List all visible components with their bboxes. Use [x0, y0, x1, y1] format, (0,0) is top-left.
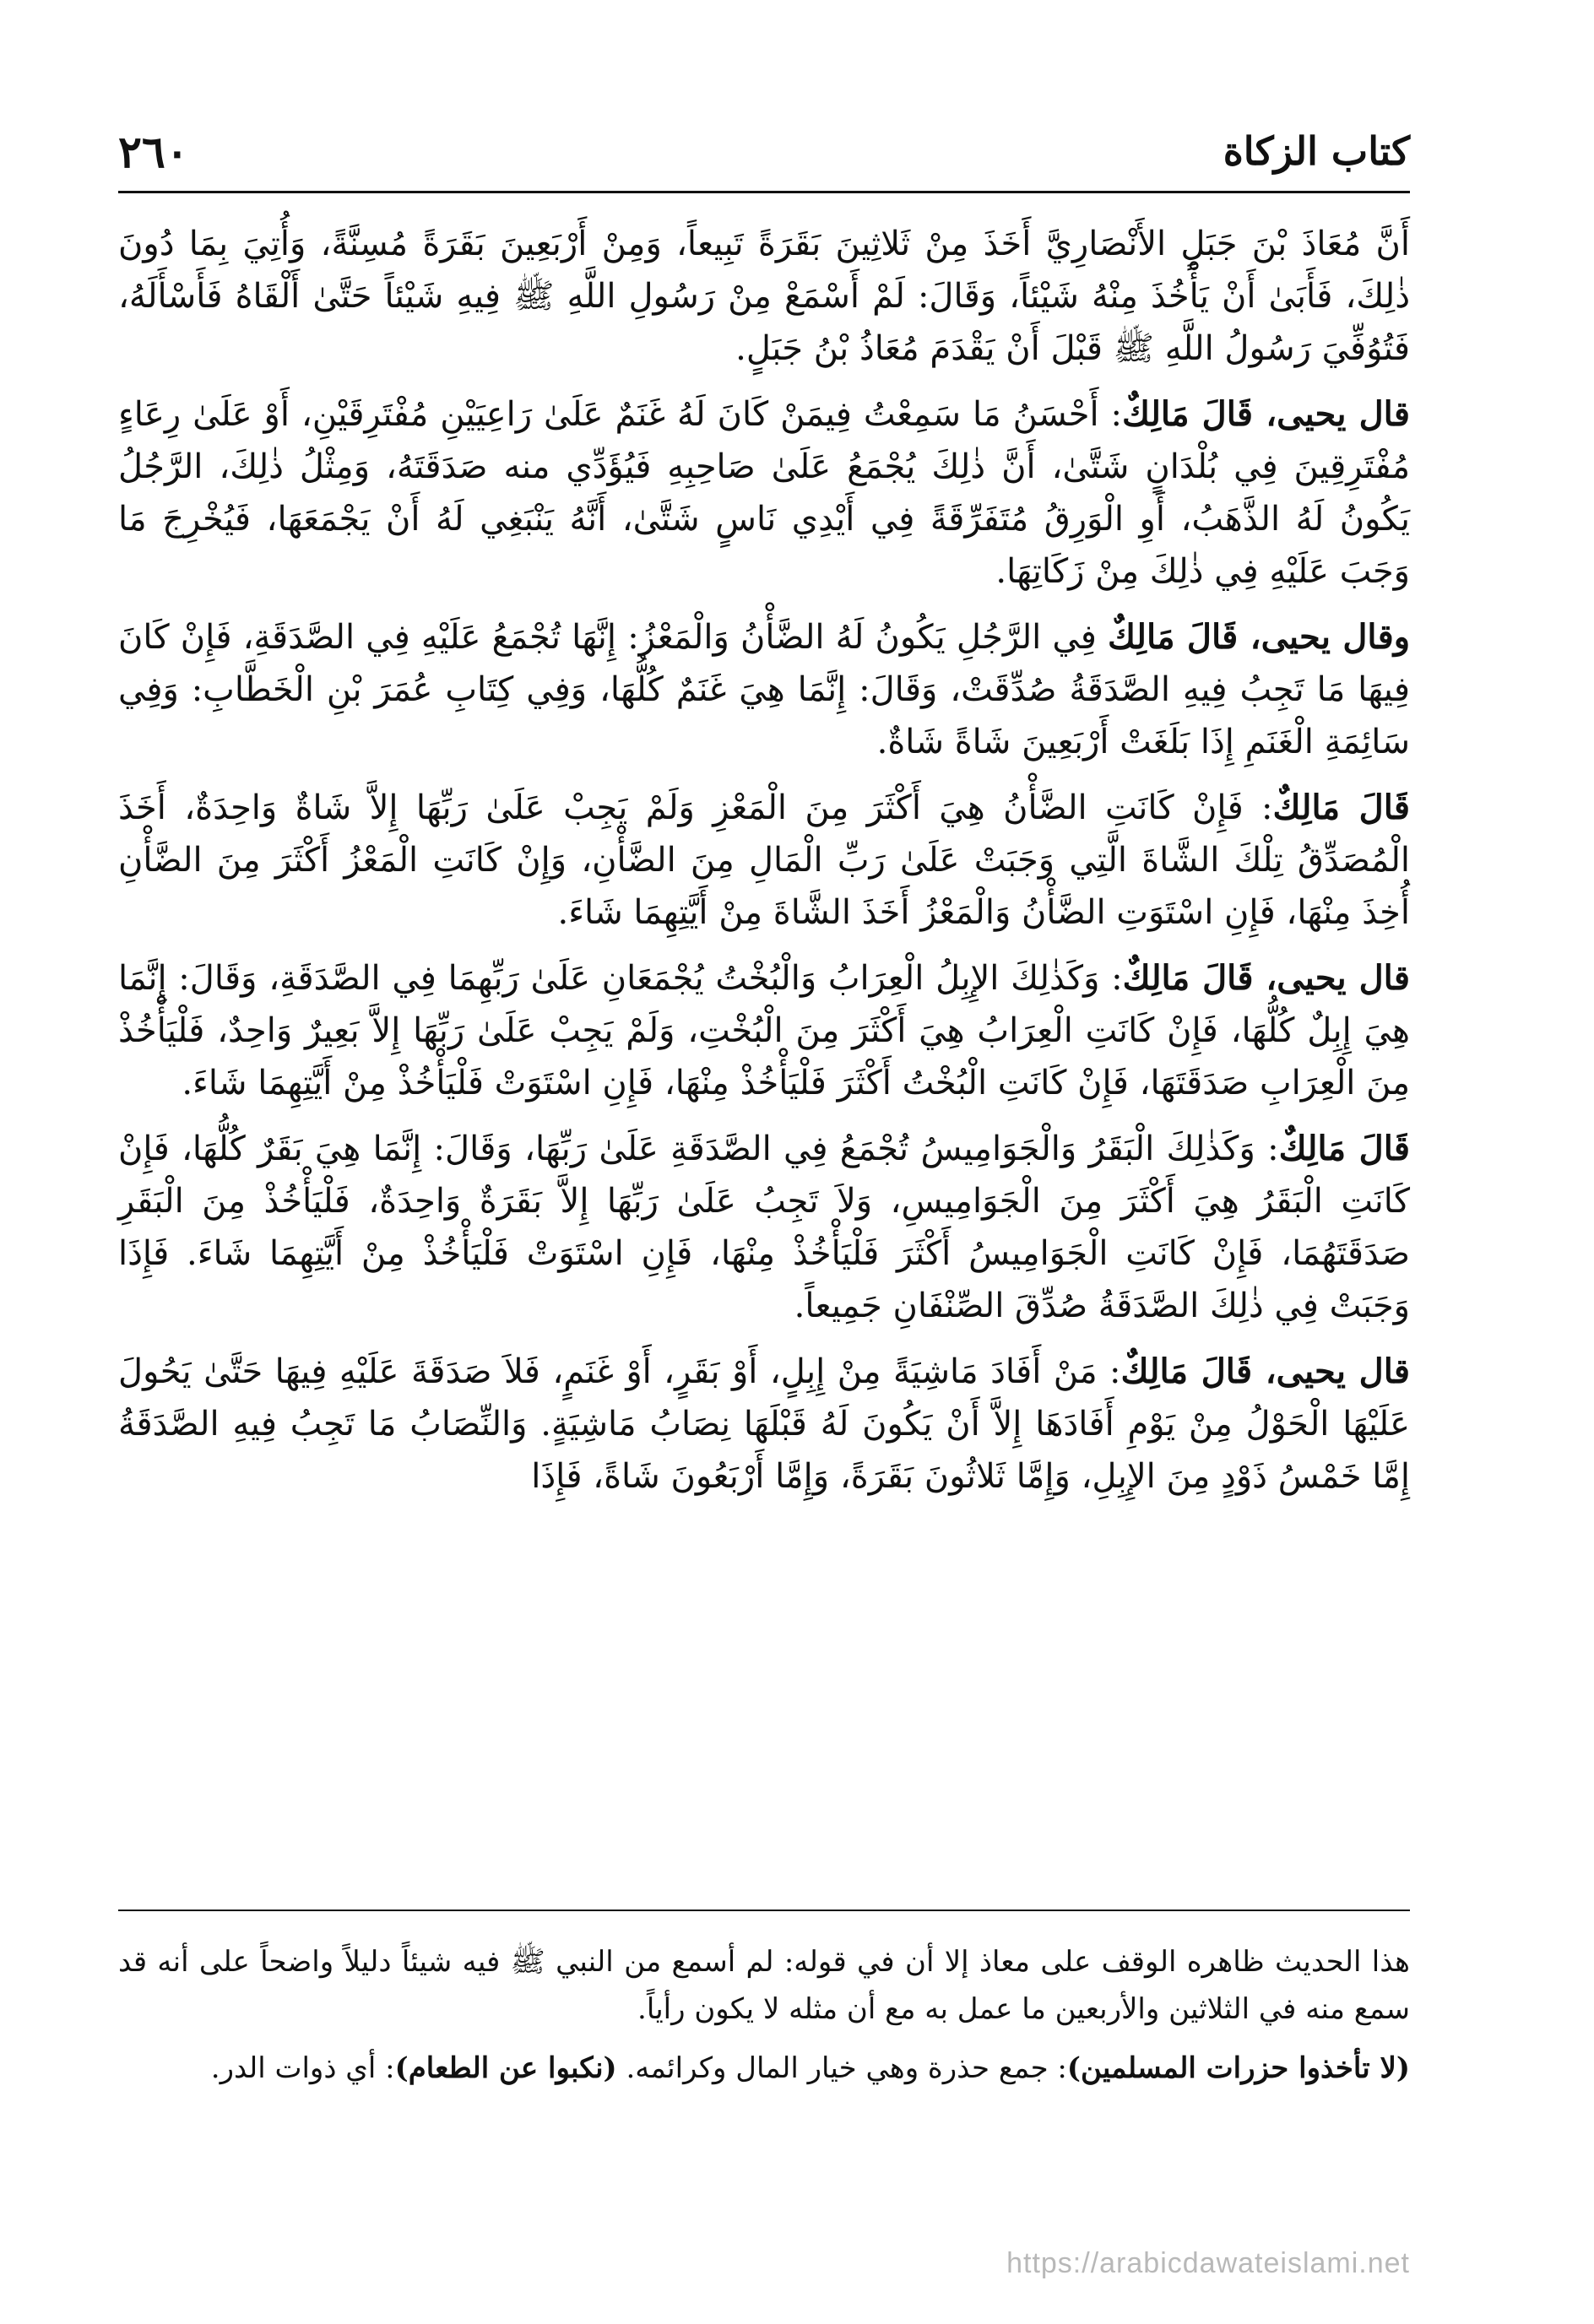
speaker-label: قال يحيى، قَالَ مَالِكٌ: [1122, 958, 1410, 998]
paragraph-2: [118, 388, 1410, 598]
paragraph-6: [118, 1123, 1410, 1332]
footnotes: [118, 1938, 1410, 2104]
paragraph-text: : أَحْسَنُ مَا سَمِعْتُ فِيمَنْ كَانَ لَهُ غَنَمٌ عَلَىٰ رَاعِيَيْنِ مُفْتَرِقَيْنِ، أَوْ عَلَىٰ رِعَاءٍ مُفْتَرِقِينَ فِي بُلْدَانٍ شَتَّىٰ، أَنَّ ذٰلِكَ يُجْمَعُ عَلَىٰ صَاحِبِهِ فَيُؤَدِّي منه صَدَقَتَهُ، وَمِثْلُ ذٰلِكَ، الرَّجُلُ يَكُونُ لَهُ الذَّهَبُ، أَوِ الْوَرِقُ مُتَفَرِّقَةً فِي أَيْدِي نَاسٍ شَتَّىٰ، أَنَّهُ يَنْبَغِي لَهُ أَنْ يَجْمَعَهَا، فَيُخْرِجَ مَا وَجَبَ عَلَيْهِ فِي ذٰلِكَ مِنْ زَكَاتِهَا.: [118, 395, 1410, 591]
footnote-term: (لا تأخذوا حزرات المسلمين): [1066, 2051, 1410, 2085]
footnote-text: : جمع حذرة وهي خيار المال وكرائمه.: [626, 2051, 1067, 2085]
watermark-url: https://arabicdawateislami.net: [1006, 2247, 1410, 2279]
footnote-term: (نكبوا عن الطعام): [394, 2051, 617, 2085]
page-number: ٢٦٠: [118, 127, 189, 178]
header-rule: [118, 191, 1410, 193]
paragraph-7: [118, 1346, 1410, 1503]
running-title: كتاب الزكاة: [1223, 128, 1410, 174]
footnote-2: [118, 2045, 1410, 2092]
paragraph-text: : وَكَذٰلِكَ الْبَقَرُ وَالْجَوَامِيسُ تُجْمَعُ فِي الصَّدَقَةِ عَلَىٰ رَبِّهَا، وَقَالَ: إِنَّمَا هِيَ بَقَرٌ كُلُّهَا، فَإِنْ كَانَتِ الْبَقَرُ هِيَ أَكْثَرَ مِنَ الْجَوَامِيسِ، وَلاَ تَجِبُ عَلَىٰ رَبِّهَا إِلاَّ بَقَرَةٌ وَاحِدَةٌ، فَلْيَأْخُذْ مِنَ الْبَقَرِ صَدَقَتَهُمَا، فَإِنْ كَانَتِ الْجَوَامِيسُ أَكْثَرَ فَلْيَأْخُذْ مِنْهَا، فَإِنِ اسْتَوَتْ فَلْيَأْخُذْ مِنْ أَيَّتِهِمَا شَاءَ. فَإِذَا وَجَبَتْ فِي ذٰلِكَ الصَّدَقَةُ صُدِّقَ الصِّنْفَانِ جَمِيعاً.: [118, 1129, 1410, 1325]
paragraph-1: أَنَّ مُعَاذَ بْنَ جَبَلٍ الأَنْصَارِيَّ أَخَذَ مِنْ ثَلاثِينَ بَقَرَةً تَبِيعاً، وَمِنْ أَرْبَعِينَ بَقَرَةً مُسِنَّةً، وَأُتِيَ بِمَا دُونَ ذٰلِكَ، فَأَبَىٰ أَنْ يَأْخُذَ مِنْهُ شَيْئاً، وَقَالَ: لَمْ أَسْمَعْ مِنْ رَسُولِ اللَّهِ ﷺ فِيهِ شَيْئاً حَتَّىٰ أَلْقَاهُ فَأَسْأَلَهُ، فَتُوُفِّيَ رَسُولُ اللَّهِ ﷺ قَبْلَ أَنْ يَقْدَمَ مُعَاذُ بْنُ جَبَلٍ.: [118, 225, 1410, 368]
paragraph-5: [118, 952, 1410, 1109]
paragraph-text: : وَكَذٰلِكَ الإِبِلُ الْعِرَابُ وَالْبُخْتُ يُجْمَعَانِ عَلَىٰ رَبِّهِمَا فِي الصَّدَقَةِ، وَقَالَ: إِنَّمَا هِيَ إِبِلٌ كُلُّهَا، فَإِنْ كَانَتِ الْعِرَابُ هِيَ أَكْثَرَ مِنَ الْبُخْتِ، وَلَمْ يَجِبْ عَلَىٰ رَبِّهَا إِلاَّ بَعِيرٌ وَاحِدٌ، فَلْيَأْخُذْ مِنَ الْعِرَابِ صَدَقَتَهَا، فَإِنْ كَانَتِ الْبُخْتُ أَكْثَرَ فَلْيَأْخُذْ مِنْهَا، فَإِنِ اسْتَوَتْ فَلْيَأْخُذْ مِنْ أَيَّتِهِمَا شَاءَ.: [118, 959, 1410, 1102]
footnote-rule: [118, 1910, 1410, 1911]
footnote-1: هذا الحديث ظاهره الوقف على معاذ إلا أن في قوله: لم أسمع من النبي ﷺ فيه شيئاً دليلاً واضحاً على أنه قد سمع منه في الثلاثين والأربعين ما عمل به مع أن مثله لا يكون رأياً.: [118, 1945, 1410, 2026]
speaker-label: قَالَ مَالِكٌ: [1278, 1129, 1410, 1168]
main-text: [118, 218, 1410, 1516]
paragraph-text: : فَإِنْ كَانَتِ الضَّأْنُ هِيَ أَكْثَرَ مِنَ الْمَعْزِ وَلَمْ يَجِبْ عَلَىٰ رَبِّهَا إِلاَّ شَاةٌ وَاحِدَةٌ، أَخَذَ الْمُصَدِّقُ تِلْكَ الشَّاةَ الَّتِي وَجَبَتْ عَلَىٰ رَبِّ الْمَالِ مِنَ الضَّأْنِ، وَإِنْ كَانَتِ الْمَعْزُ أَكْثَرَ مِنَ الضَّأْنِ أُخِذَ مِنْهَا، فَإِنِ اسْتَوَتِ الضَّأْنُ وَالْمَعْزُ أَخَذَ الشَّاةَ مِنْ أَيَّتِهِمَا شَاءَ.: [118, 788, 1410, 932]
page-header: [118, 127, 1410, 187]
speaker-label: وقال يحيى، قَالَ مَالِكٌ: [1108, 617, 1411, 657]
speaker-label: قال يحيى، قَالَ مَالِكٌ: [1121, 394, 1410, 434]
speaker-label: قَالَ مَالِكٌ: [1272, 788, 1411, 827]
speaker-label: قال يحيى، قَالَ مَالِكٌ: [1120, 1352, 1411, 1391]
paragraph-text: فِي الرَّجُلِ يَكُونُ لَهُ الضَّأْنُ وَالْمَعْزُ: إِنَّهَا تُجْمَعُ عَلَيْهِ فِي الصَّدَقَةِ، فَإِنْ كَانَ فِيهَا مَا تَجِبُ فِيهِ الصَّدَقَةُ صُدِّقَتْ، وَقَالَ: إِنَّمَا هِيَ غَنَمٌ كُلُّهَا، وَفِي كِتَابِ عُمَرَ بْنِ الْخَطَّابِ: وَفِي سَائِمَةِ الْغَنَمِ إِذَا بَلَغَتْ أَرْبَعِينَ شَاةً شَاةٌ.: [118, 618, 1410, 761]
paragraph-text: : مَنْ أَفَادَ مَاشِيَةً مِنْ إِبِلٍ، أَوْ بَقَرٍ، أَوْ غَنَمٍ، فَلاَ صَدَقَةَ عَلَيْهِ فِيهَا حَتَّىٰ يَحُولَ عَلَيْهَا الْحَوْلُ مِنْ يَوْمِ أَفَادَهَا إِلاَّ أَنْ يَكُونَ لَهُ قَبْلَهَا نِصَابُ مَاشِيَةٍ. وَالنِّصَابُ مَا تَجِبُ فِيهِ الصَّدَقَةُ إِمَّا خَمْسُ ذَوْدٍ مِنَ الإِبِلِ، وَإِمَّا ثَلاثُونَ بَقَرَةً، وَإِمَّا أَرْبَعُونَ شَاةً، فَإِذَا: [118, 1352, 1410, 1496]
paragraph-4: [118, 782, 1410, 939]
paragraph-3: [118, 611, 1410, 768]
footnote-text: : أي ذوات الدر.: [210, 2051, 395, 2085]
